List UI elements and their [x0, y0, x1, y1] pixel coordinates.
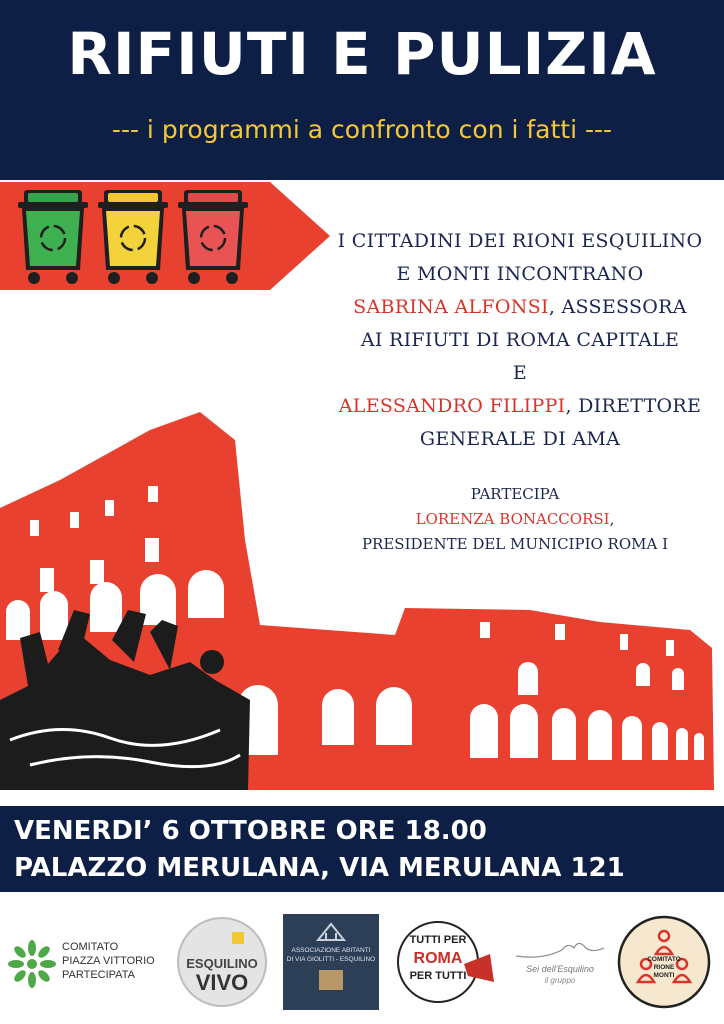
building-icon: [316, 922, 346, 942]
speaker-1-role-a: , ASSESSORA: [548, 296, 687, 318]
speaker-2-name: ALESSANDRO FILIPPI: [338, 395, 566, 417]
recycling-bins-icon: [14, 188, 254, 288]
sponsor-logos: [0, 900, 724, 1024]
logo-monti-line-2: RIONE: [653, 964, 675, 971]
poster-subtitle: --- i programmi a confronto con i fatti ---: [111, 115, 613, 144]
speaker-2-role-a: , DIRETTORE: [565, 395, 702, 417]
logo-cpv-line-2: PIAZZA VITTORIO: [62, 955, 155, 967]
speaker-1-name: SABRINA ALFONSI: [353, 296, 549, 318]
conjunction: E: [512, 362, 528, 384]
logo-comitato-monti: [616, 914, 712, 1010]
event-venue: PALAZZO MERULANA, VIA MERULANA 121: [14, 853, 625, 883]
colosseum-illustration: [0, 400, 724, 800]
logo-assoc-line-1: ASSOCIAZIONE ABITANTI: [291, 947, 371, 954]
logo-tutti-line-2: ROMA: [413, 950, 463, 967]
logo-tutti-line-3: PER TUTTI: [409, 970, 467, 982]
heart-line-icon: [512, 936, 608, 962]
logo-cpv-line-1: COMITATO: [62, 941, 119, 953]
logo-associazione-abitanti: [283, 914, 379, 1010]
guest-role: PRESIDENTE DEL MUNICIPIO ROMA I: [361, 535, 669, 553]
logo-vivo-text: VIVO: [195, 970, 249, 995]
yellow-bin-icon: [98, 190, 168, 284]
logo-gruppo-line-2: il gruppo: [544, 976, 576, 985]
red-bin-icon: [178, 190, 248, 284]
logo-comitato-piazza-vittorio: [8, 936, 168, 996]
logo-gruppo-line-1: Sei dell'Esquilino: [526, 964, 594, 974]
logo-assoc-image: [319, 970, 343, 990]
logo-esquilino-gruppo: [512, 936, 608, 996]
flower-icon: [8, 940, 56, 988]
logo-tutti-line-1: TUTTI PER: [409, 934, 467, 946]
speaker-2-role-b: GENERALE DI AMA: [419, 428, 621, 450]
guest-name-suffix: ,: [609, 510, 615, 528]
logo-monti-line-3: MONTI: [653, 972, 675, 979]
logo-esquilino-vivo: [176, 916, 268, 1008]
poster-title: RIFIUTI E PULIZIA: [67, 20, 657, 88]
event-date-time: VENERDI’ 6 OTTOBRE ORE 18.00: [14, 816, 487, 846]
guest-label: PARTECIPA: [470, 485, 560, 503]
green-bin-icon: [18, 190, 88, 284]
logo-assoc-line-2: DI VIA GIOLITTI - ESQUILINO: [286, 956, 376, 963]
speaker-1: [320, 291, 720, 324]
logo-tutti-per-roma: [394, 916, 500, 1008]
event-line-2: E MONTI INCONTRANO: [396, 263, 644, 285]
speaker-1-role-b: AI RIFIUTI DI ROMA CAPITALE: [360, 329, 680, 351]
logo-monti-line-1: COMITATO: [647, 956, 681, 963]
logo-esquilino-text: ESQUILINO: [186, 956, 258, 971]
guest-name: LORENZA BONACCORSI: [415, 510, 610, 528]
event-line-1: I CITTADINI DEI RIONI ESQUILINO: [337, 230, 703, 252]
logo-cpv-line-3: PARTECIPATA: [62, 969, 135, 981]
